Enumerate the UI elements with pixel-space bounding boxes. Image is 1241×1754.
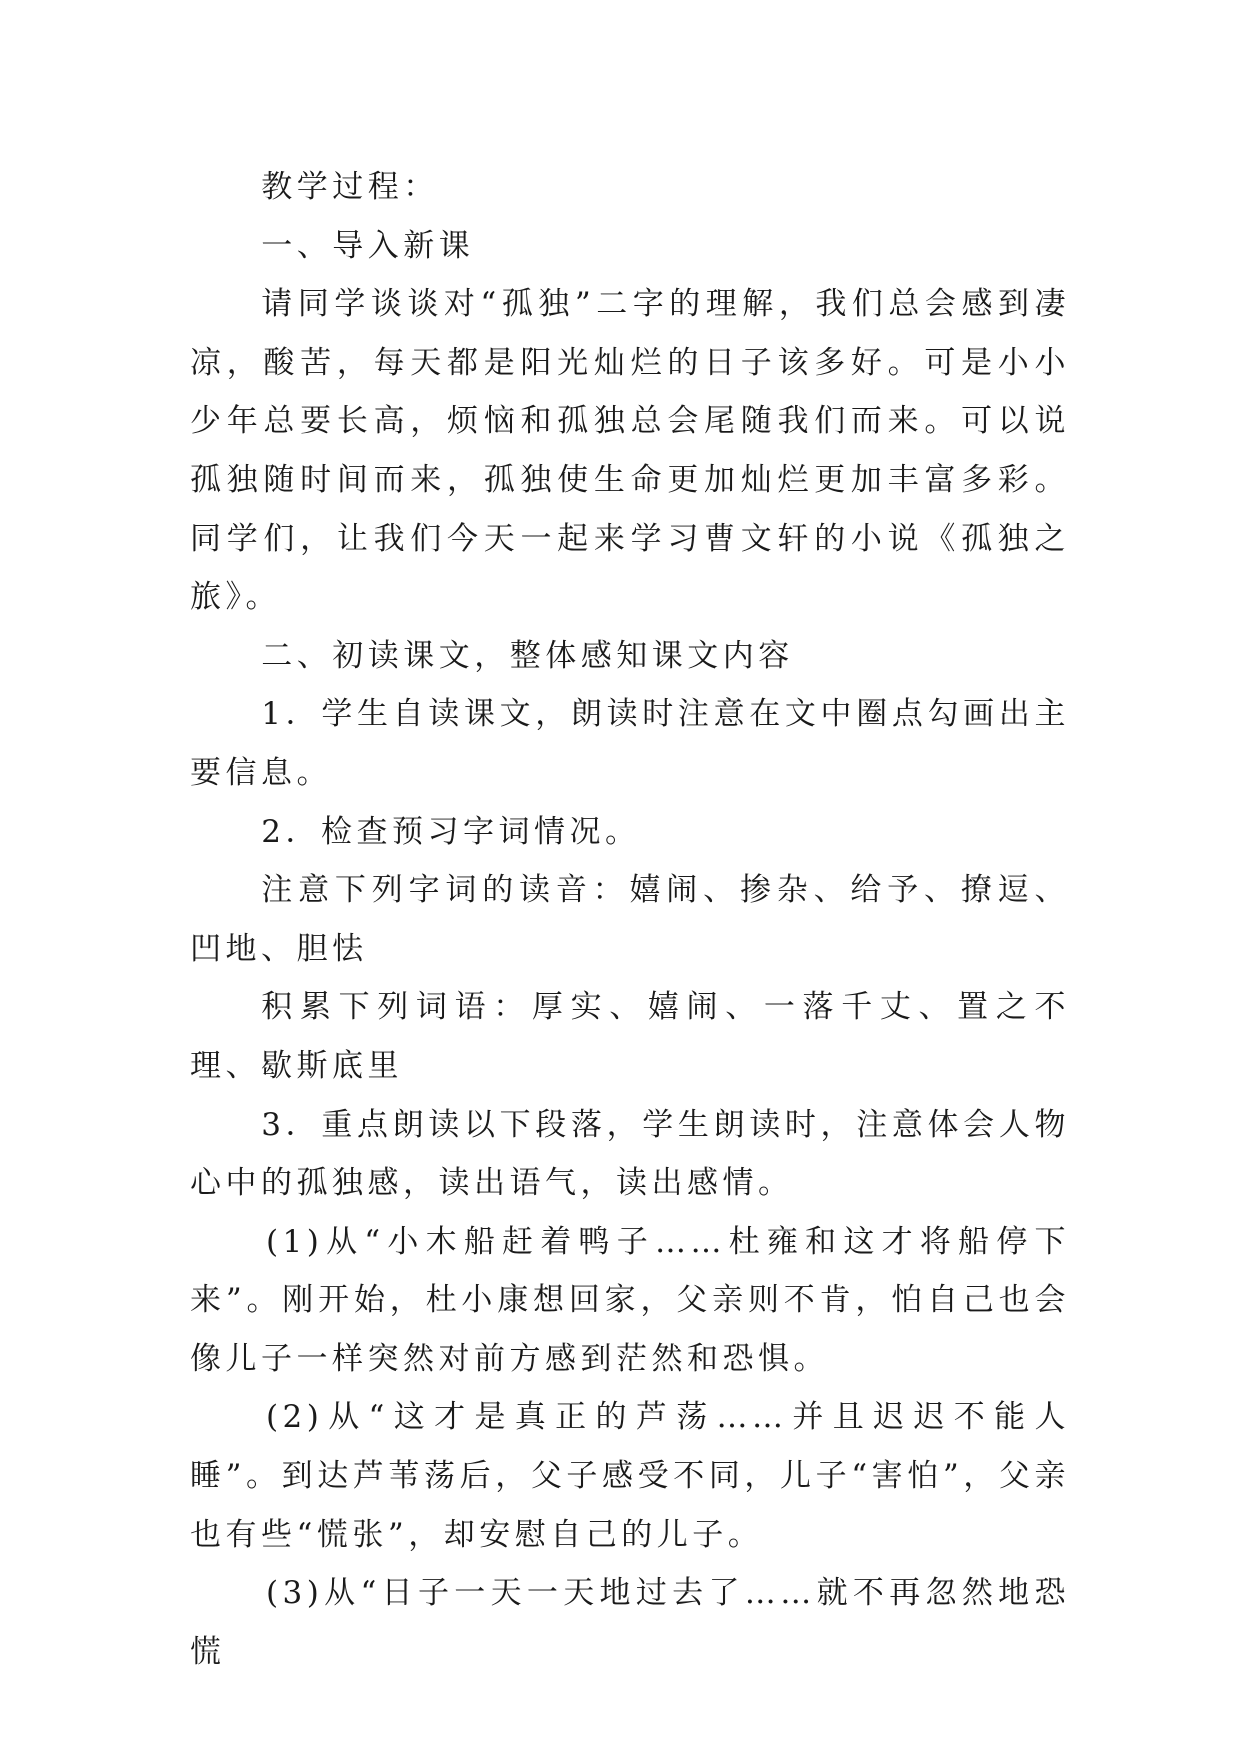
passage-item-3: (3)从“日子一天一天地过去了……就不再忽然地恐慌 (190, 1575, 1070, 1670)
paragraph-introduction: 请同学谈谈对“孤独”二字的理解，我们总会感到凄凉，酸苦，每天都是阳光灿烂的日子该多好。可是小小少年总要长高，烦恼和孤独总会尾随我们而来。可以说孤独随时间而来，孤独使生命更加灿烂更加丰富多彩。同学们，让我们今天一起来学习曹文轩的小说《孤独之旅》。 (190, 286, 1070, 616)
step-1-self-reading: 1．学生自读课文，朗读时注意在文中圈点勾画出主要信息。 (190, 696, 1070, 791)
passage-item-1: (1)从“小木船赶着鸭子……杜雍和这才将船停下来”。刚开始，杜小康想回家，父亲则不肯，怕自己也会像儿子一样突然对前方感到茫然和恐惧。 (190, 1223, 1070, 1377)
step-2-vocabulary-check: 2．检查预习字词情况。 (261, 813, 641, 850)
vocabulary-list: 积累下列词语：厚实、嬉闹、一落千丈、置之不理、歇斯底里 (190, 989, 1070, 1084)
document-body (190, 158, 1070, 1681)
passage-item-2: (2)从“这才是真正的芦荡……并且迟迟不能人睡”。到达芦苇荡后，父子感受不同，儿子“害怕”，父亲也有些“慌张”，却安慰自己的儿子。 (190, 1399, 1070, 1553)
pronunciation-list: 注意下列字词的读音：嬉闹、掺杂、给予、撩逗、凹地、胆怯 (190, 872, 1070, 967)
step-3-key-reading: 3．重点朗读以下段落，学生朗读时，注意体会人物心中的孤独感，读出语气，读出感情。 (190, 1106, 1070, 1202)
heading-introduction: 一、导入新课 (261, 227, 475, 264)
section-label-teaching-process: 教学过程： (261, 169, 439, 205)
heading-first-reading: 二、初读课文，整体感知课文内容 (261, 637, 794, 674)
